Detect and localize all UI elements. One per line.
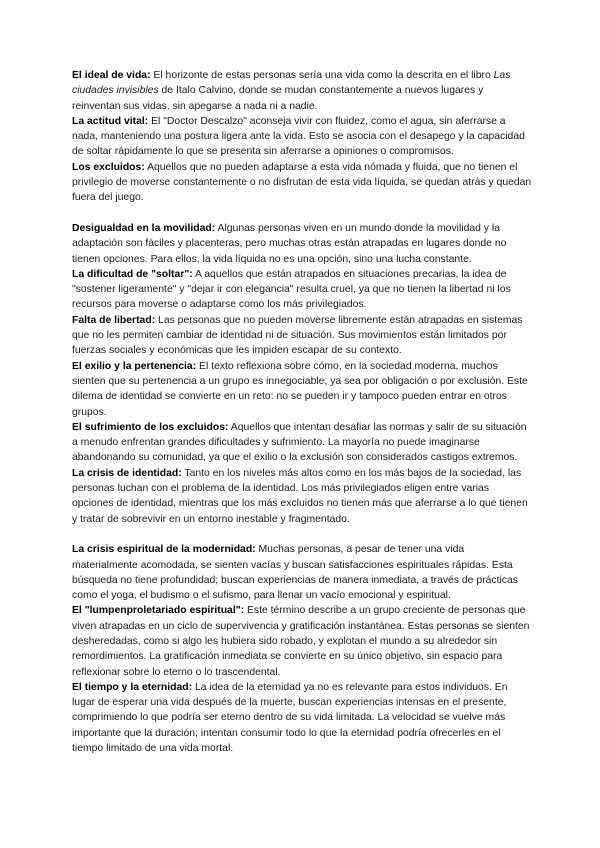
- paragraph-text: Aquellos que intentan desafiar las normas y salir de su situación a menudo enfrentan grandes dificultades y sufrimiento. La mayoría no puede imaginarse abandonando su comunidad, ya que el exilio o la exclusión son considerados castigos extremos.: [72, 421, 527, 464]
- paragraph-exilio-pertenencia: [72, 359, 532, 420]
- title-separator: :: [147, 70, 151, 81]
- title-separator: :: [189, 268, 193, 280]
- title-separator: :: [144, 115, 149, 127]
- section-2: [72, 221, 532, 527]
- paragraph-title: El "lumpenproletariado espiritual": [72, 605, 241, 617]
- paragraph-text: El horizonte de estas personas sería una vida como la descrita en el libro: [150, 70, 494, 81]
- paragraph-crisis-espiritual: [72, 542, 532, 603]
- paragraph-text: Las personas que no pueden moverse libremente están atrapadas en sistemas que no les permiten cambiar de identidad ni de situación. Sus movimientos están limitados por fuerzas sociales y económicas que les impiden escapar de su contexto.: [72, 314, 523, 357]
- paragraph-text: Este término describe a un grupo creciente de personas que viven atrapadas en un ciclo de supervivencia y gratificación instantánea. Estas personas se sienten desheredadas, como si algo les hubiera sido robado, y explotan el mundo a su alrededor sin remordimientos. La gratificación inmediata se convierte en su único objetivo, sin espacio para reflexionar sobre lo eterno o lo trascendental.: [72, 605, 530, 678]
- paragraph-text: A aquellos que están atrapados en situaciones precarias, la idea de "sostener ligeramente" y "dejar ir con elegancia" resulta cruel, ya que no tienen la libertad ni los recursos para moverse o adaptarse como los más privilegiados.: [72, 268, 511, 311]
- paragraph-lumpenproletariado: [72, 603, 532, 679]
- title-separator: :: [151, 314, 156, 326]
- paragraph-title: Desigualdad en la movilidad: [72, 222, 212, 234]
- paragraph-title: La dificultad de "soltar": [72, 268, 190, 280]
- paragraph-text: El texto reflexiona sobre cómo, en la sociedad moderna, muchos sienten que su pertenencia a un grupo es innegociable, ya sea por obligación o por exclusión. Este dilema de identidad se convierte en un reto: no se pueden ir y tampoco pueden entrar en otros grupos.: [72, 360, 528, 418]
- paragraph-text: La idea de la eternidad ya no es relevante para estos individuos. En lugar de esperar una vida después de la muerte, buscan experiencias intensas en el presente, comprimiendo lo que podría ser eterno dentro de su vida limitada. La velocidad se vuelve más importante que la duración; intentan consumir todo lo que la eternidad podría ofrecerles en el tiempo limitado de una vida mortal.: [72, 681, 508, 755]
- paragraph-tiempo-eternidad: [72, 680, 532, 756]
- paragraph-title: Los excluidos: [72, 161, 142, 173]
- paragraph-title: La crisis espiritual de la modernidad: [72, 544, 253, 556]
- paragraph-title: Falta de libertad: [72, 314, 152, 326]
- paragraph-desigualdad-movilidad: [72, 221, 532, 267]
- paragraph-dificultad-soltar: [72, 267, 532, 313]
- paragraph-falta-libertad: [72, 313, 532, 359]
- paragraph-text: Muchas personas, a pesar de tener una vida materialmente acomodada, se sienten vacías y buscan satisfacciones espirituales rápidas. Esta búsqueda no tiene profundidad; buscan experiencias de manera inmediata, a través de prácticas como el yoga, el budismo o el sufismo, para llenar un vacío emocional y espiritual.: [72, 544, 518, 602]
- title-separator: :: [178, 467, 182, 479]
- paragraph-crisis-identidad: [72, 466, 532, 527]
- document-page: [72, 68, 532, 756]
- paragraph-title: La crisis de identidad: [72, 467, 179, 479]
- paragraph-title: El exilio y la pertenencia: [72, 360, 193, 372]
- paragraph-title: La actitud vital: [72, 115, 145, 127]
- paragraph-ideal-de-vida: [72, 68, 532, 114]
- book-title: Las ciudades invisibles: [72, 70, 511, 97]
- title-separator: :: [211, 222, 216, 234]
- paragraph-text: El "Doctor Descalzo" aconseja vivir con fluidez, como el agua, sin aferrarse a nada, manteniendo una postura ligera ante la vida. Esto se asocia con el desapego y la capacidad de soltar rápidamente lo que se presenta sin aferrarse a opiniones o compromisos.: [72, 115, 525, 158]
- paragraph-title: El tiempo y la eternidad: [72, 681, 189, 693]
- paragraph-actitud-vital: [72, 114, 532, 160]
- paragraph-text: Algunas personas viven en un mundo donde la movilidad y la adaptación son fáciles y placenteras, pero muchas otras están atrapadas en lugares donde no tienen opciones. Para ellos, la vida líquida no es una opción, sino una lucha constante.: [72, 222, 507, 265]
- section-3: [72, 542, 532, 756]
- title-separator: :: [252, 544, 256, 556]
- paragraph-text: de Italo Calvino, donde se mudan constantemente a nuevos lugares y reinventan sus vidas, sin apegarse a nada ni a nadie.: [72, 85, 484, 112]
- paragraph-text: Tanto en los niveles más altos como en los más bajos de la sociedad, las personas luchan con el problema de la identidad. Los más privilegiados eligen entre varias opciones de identidad, mientras que los más excluidos no tienen más que aferrarse a lo que tienen y tratar de sobrevivir en un entorno inestable y fragmentado.: [72, 467, 528, 525]
- section-1: [72, 68, 532, 206]
- paragraph-sufrimiento-excluidos: [72, 420, 532, 466]
- paragraph-title: El ideal de vida: [72, 70, 148, 81]
- title-separator: :: [240, 605, 245, 617]
- title-separator: :: [192, 360, 197, 372]
- paragraph-text: Aquellos que no pueden adaptarse a esta vida nómada y fluida, que no tienen el privilegio de moverse constantemente o no disfrutan de esta vida líquida, se quedan atrás y quedan fuera del juego.: [72, 161, 532, 204]
- title-separator: :: [141, 161, 145, 173]
- title-separator: :: [188, 681, 193, 693]
- paragraph-title: El sufrimiento de los excluidos: [72, 421, 226, 433]
- title-separator: :: [225, 421, 229, 433]
- paragraph-excluidos: [72, 160, 532, 206]
